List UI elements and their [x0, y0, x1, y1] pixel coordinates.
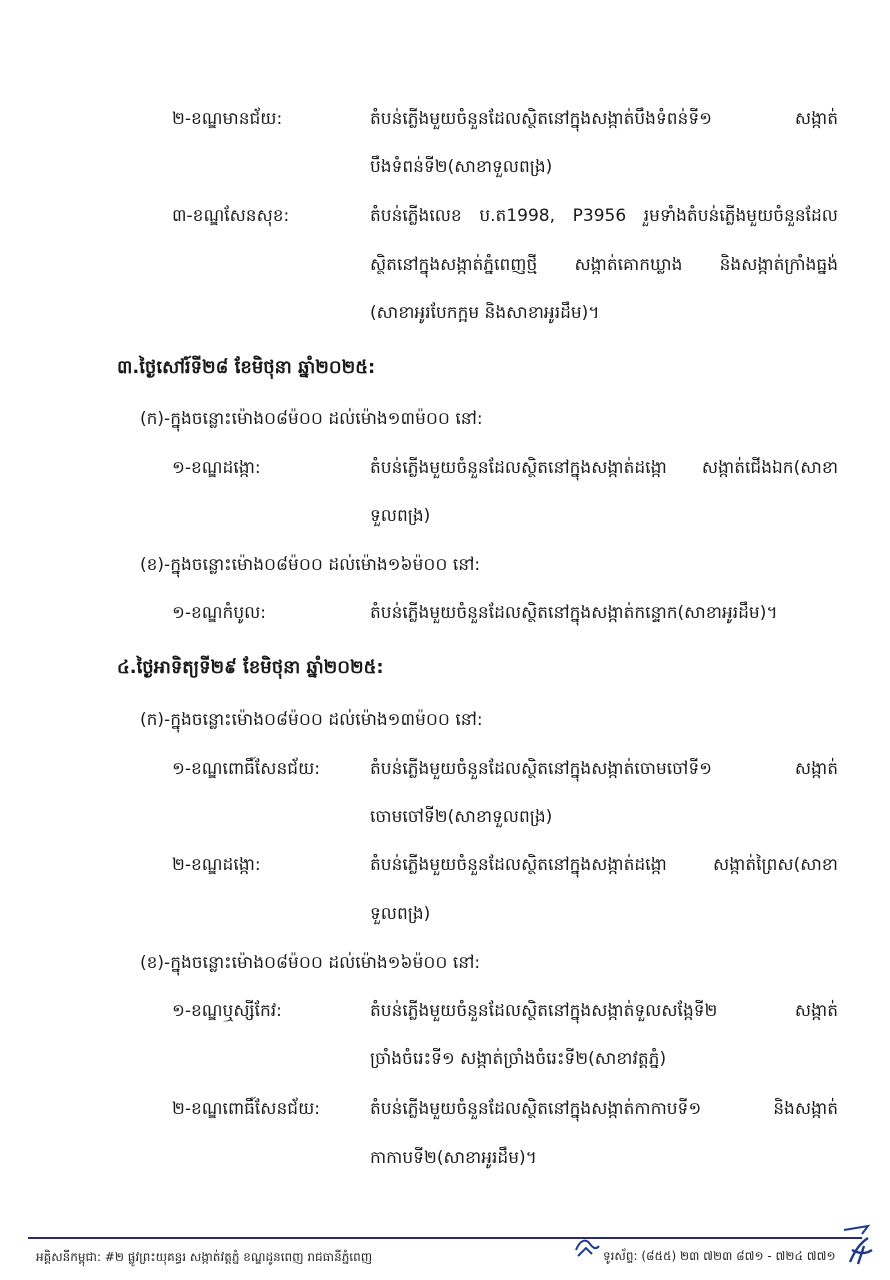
item-text-line: តំបន់ភ្លើងមួយចំនួនដែលស្ថិតនៅក្នុងសង្កាត់កន្ទោក(សាខាអូរដឹម)។ — [370, 603, 778, 623]
phone-icon — [572, 1232, 602, 1262]
time-range: (ក)-ក្នុងចន្លោះម៉ោង០៨ម៉០០ ដល់ម៉ោង១៣ម៉០០ នៅ: — [140, 409, 483, 429]
item-label: ២-ខណ្ឌមានជ័យ: — [172, 109, 283, 129]
footer-divider — [28, 1237, 862, 1239]
footer-address: អគ្គិសនីកម្ពុជា: #២ ផ្លូវព្រះយុគន្ធរ សង្កាត់វត្តភ្នំ ខណ្ឌដូនពេញ រាជធានីភ្នំពេញ — [36, 1250, 373, 1264]
item-text-line: តំបន់ភ្លើងមួយចំនួនដែលស្ថិតនៅក្នុងសង្កាត់ដង្កោ សង្កាត់ព្រៃស(សាខា — [370, 855, 838, 875]
time-range: (ក)-ក្នុងចន្លោះម៉ោង០៨ម៉០០ ដល់ម៉ោង១៣ម៉០០ នៅ: — [140, 710, 483, 730]
item-label: ៣-ខណ្ឌសែនសុខ: — [172, 206, 290, 226]
item-text-line: (សាខាអូរបែកក្អម និងសាខាអូរដឹម)។ — [370, 303, 600, 323]
item-text-line: ទួលពង្រ) — [370, 506, 431, 526]
item-text-line: ទួលពង្រ) — [370, 904, 431, 924]
item-text-line: តំបន់ភ្លើងមួយចំនួនដែលស្ថិតនៅក្នុងសង្កាត់ចោមចៅទី១ សង្កាត់ — [370, 759, 838, 779]
item-label: ២-ខណ្ឌពោធិ៍សែនជ័យ: — [172, 1099, 320, 1119]
item-text-line: ស្ថិតនៅក្នុងសង្កាត់ភ្នំពេញថ្មី សង្កាត់គោកឃ្លាង និងសង្កាត់ក្រាំងធ្នង់ — [370, 255, 838, 275]
item-text-line: តំបន់ភ្លើងមួយចំនួនដែលស្ថិតនៅក្នុងសង្កាត់កាកាបទី១ និងសង្កាត់ — [370, 1099, 838, 1119]
item-label: ១-ខណ្ឌពោធិ៍សែនជ័យ: — [172, 759, 320, 779]
item-text-line: បឹងទំពន់ទី២(សាខាទួលពង្រ) — [370, 157, 553, 177]
item-text-line: ចោមចៅទី២(សាខាទួលពង្រ) — [370, 807, 553, 827]
time-range: (ខ)-ក្នុងចន្លោះម៉ោង០៨ម៉០០ ដល់ម៉ោង១៦ម៉០០ នៅ: — [140, 953, 481, 973]
item-text-line: តំបន់ភ្លើងមួយចំនួនដែលស្ថិតនៅក្នុងសង្កាត់បឹងទំពន់ទី១ សង្កាត់ — [370, 109, 838, 129]
item-text-line: តំបន់ភ្លើងលេខ ប.ត1998, P3956 រួមទាំងតំបន់ភ្លើងមួយចំនួនដែល — [370, 206, 838, 226]
footer-phone: ទូរស័ព្ទ: (៨៥៥) ២៣ ៧២៣ ៨៧១ - ៧២៤ ៧៧១ — [603, 1249, 836, 1263]
section-heading: ៤.ថ្ងៃអាទិត្យទី២៩ ខែមិថុនា ឆ្នាំ២០២៥: — [117, 657, 384, 678]
item-text-line: តំបន់ភ្លើងមួយចំនួនដែលស្ថិតនៅក្នុងសង្កាត់ដង្កោ សង្កាត់ជើងឯក(សាខា — [370, 458, 838, 478]
initials-signature — [838, 1220, 878, 1268]
item-text-line: កាកាបទី២(សាខាអូរដឹម)។ — [370, 1148, 537, 1168]
item-label: ១-ខណ្ឌដង្កោ: — [172, 458, 261, 478]
item-text-line: តំបន់ភ្លើងមួយចំនួនដែលស្ថិតនៅក្នុងសង្កាត់ទួលសង្កែទី២ សង្កាត់ — [370, 1001, 838, 1021]
item-label: ២-ខណ្ឌដង្កោ: — [172, 855, 261, 875]
section-heading: ៣.ថ្ងៃសៅរ៍ទី២៨ ខែមិថុនា ឆ្នាំ២០២៥: — [117, 357, 376, 378]
time-range: (ខ)-ក្នុងចន្លោះម៉ោង០៨ម៉០០ ដល់ម៉ោង១៦ម៉០០ នៅ: — [140, 555, 481, 575]
item-label: ១-ខណ្ឌឬស្សីកែវ: — [172, 1001, 282, 1021]
item-label: ១-ខណ្ឌកំបូល: — [172, 603, 267, 623]
item-text-line: ច្រាំងចំរេះទី១ សង្កាត់ច្រាំងចំរេះទី២(សាខាវត្តភ្នំ) — [370, 1049, 667, 1069]
